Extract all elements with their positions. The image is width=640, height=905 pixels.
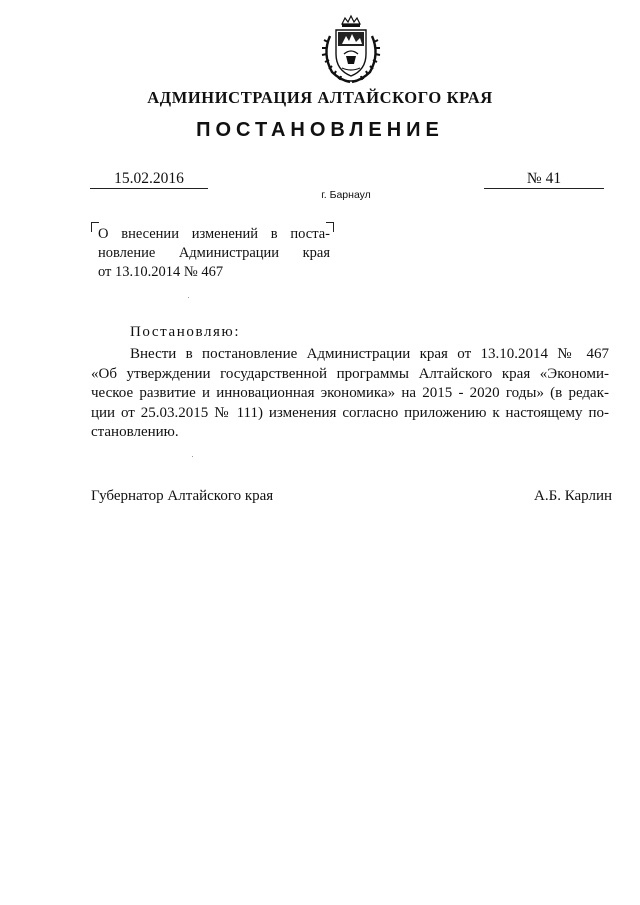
resolve-label: Постановляю:: [130, 324, 241, 340]
subject-line: от 13.10.2014 № 467: [98, 264, 224, 280]
document-city: г. Барнаул: [321, 189, 371, 201]
document-subject: [98, 225, 330, 282]
coat-of-arms-icon: [316, 14, 386, 86]
body-line: Внести в постановление Администрации края от 13.10.2014 № 467: [130, 346, 609, 362]
signatory-role: Губернатор Алтайского края: [91, 488, 274, 504]
document-number: № 41: [484, 170, 604, 189]
body-line: становлению.: [91, 424, 179, 440]
body-line: «Об утверждении государственной программы Алтайского края «Экономи-: [91, 365, 609, 382]
authority-title: АДМИНИСТРАЦИЯ АЛТАЙСКОГО КРАЯ: [147, 88, 493, 107]
body-line: ческое развитие и инновационная экономика» на 2015 - 2020 годы» (в редак-: [91, 385, 609, 401]
scan-speck: [192, 456, 193, 457]
body-paragraph: [91, 345, 609, 443]
subject-line: новление Администрации края: [98, 245, 330, 261]
body-line: ции от 25.03.2015 № 111) изменения согласно приложению к настоящему по-: [91, 404, 609, 421]
signatory-name: А.Б. Карлин: [534, 488, 613, 504]
subject-line: О внесении изменений в поста-: [98, 226, 330, 242]
document-date: 15.02.2016: [90, 170, 208, 189]
scan-speck: [188, 297, 189, 298]
document-type-title: ПОСТАНОВЛЕНИЕ: [196, 119, 444, 141]
